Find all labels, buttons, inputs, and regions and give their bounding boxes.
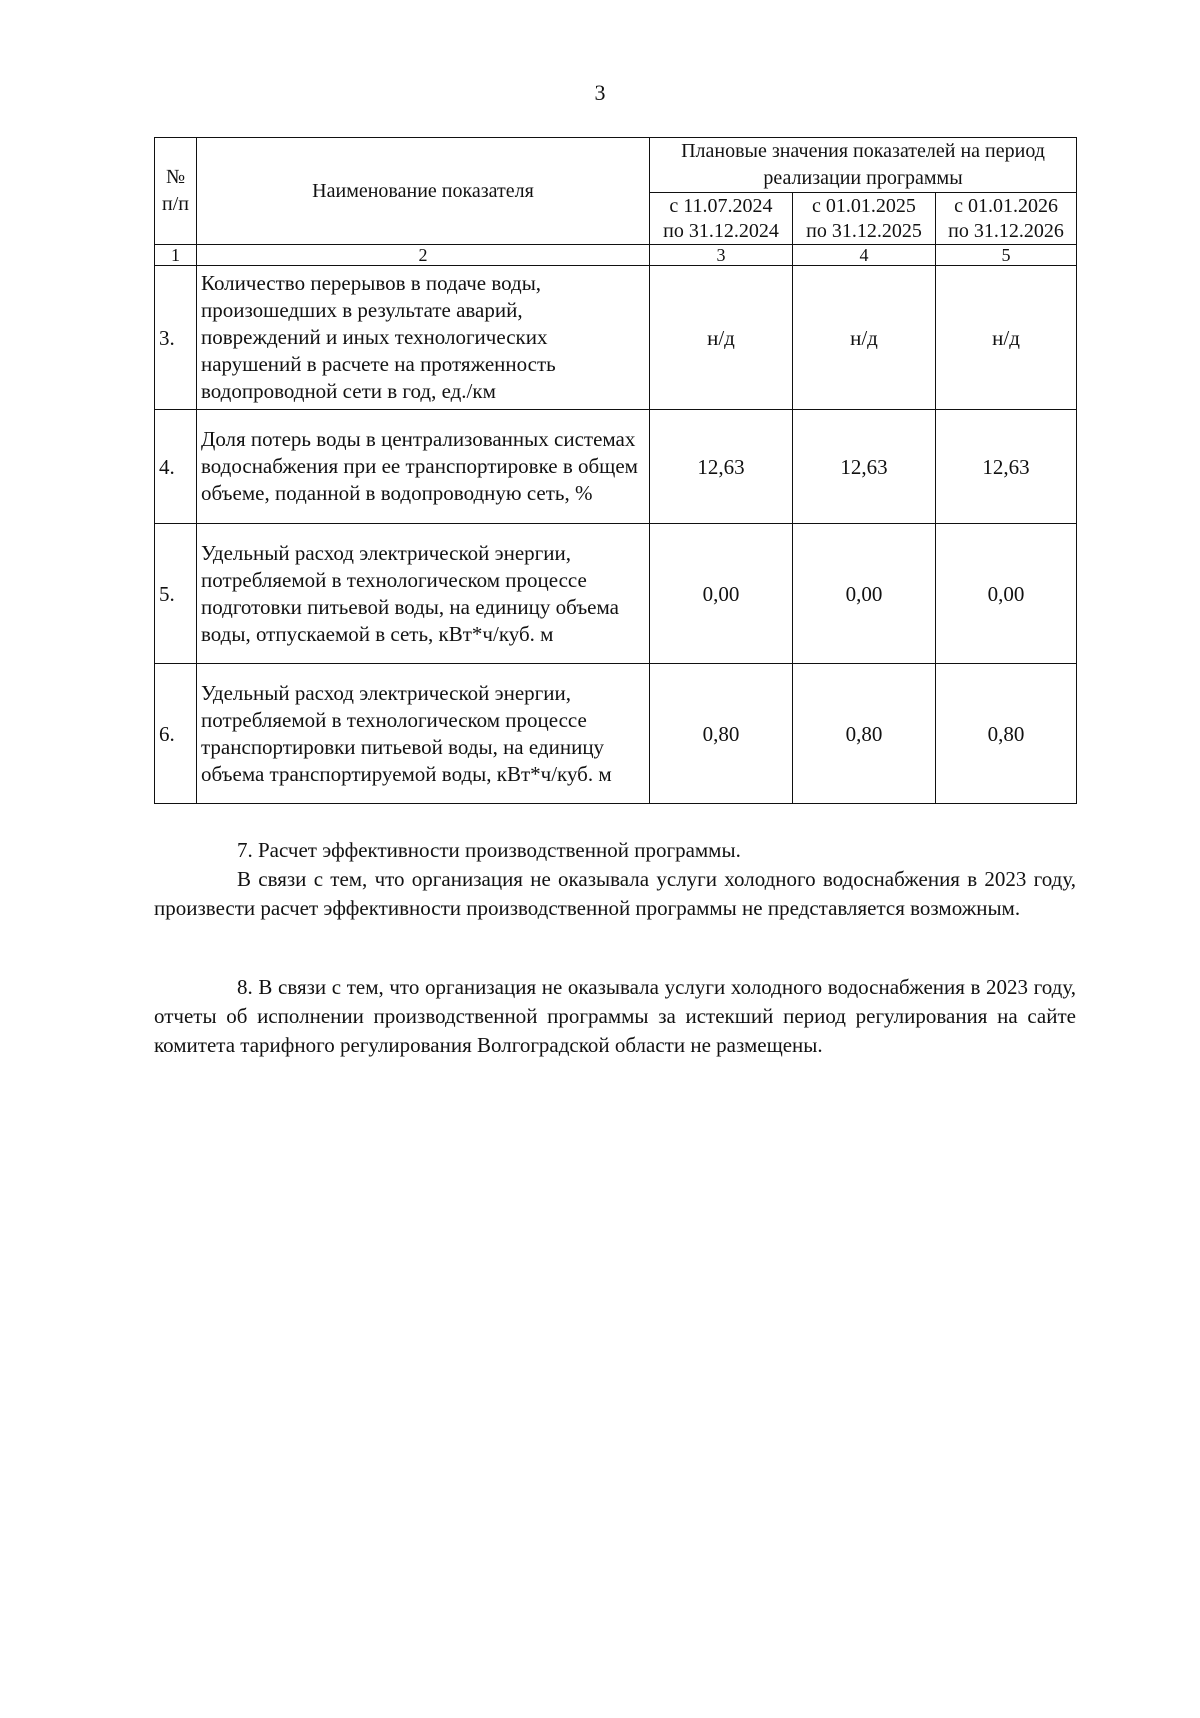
column-index: 5 [936,245,1077,266]
section-7-heading: 7. Расчет эффективности производственной программы. [237,838,741,862]
indicator-value: 12,63 [650,410,793,524]
period-2-to: по 31.12.2025 [806,219,922,242]
section-8-text: 8. В связи с тем, что организация не оказывала услуги холодного водоснабжения в 2023 году, отчеты об исполнении производственной программы за истекший период регулирования на сайте комитета тарифного регулирования Волгоградской области не размещены. [154,975,1076,1057]
indicator-value: н/д [793,266,936,410]
header-name: Наименование показателя [197,138,650,245]
header-period-3 [936,193,1077,245]
period-1-from: с 11.07.2024 [669,194,773,217]
indicator-value: 0,80 [793,664,936,804]
page-number: 3 [594,80,606,105]
column-index: 4 [793,245,936,266]
period-3-to: по 31.12.2026 [948,219,1064,242]
row-number: 4. [155,410,197,524]
indicator-value: 0,80 [650,664,793,804]
column-index: 1 [155,245,197,266]
indicator-value: 0,00 [936,524,1077,664]
indicator-name: Удельный расход электрической энергии, потребляемой в технологическом процессе подготовки питьевой воды, на единицу объема воды, отпускаемой в сеть, кВт*ч/куб. м [197,524,650,664]
table-row [155,410,1077,524]
section-7-text: В связи с тем, что организация не оказывала услуги холодного водоснабжения в 2023 году, произвести расчет эффективности производственной программы не представляется возможным. [154,867,1076,920]
table-row [155,266,1077,410]
indicator-name: Доля потерь воды в централизованных системах водоснабжения при ее транспортировке в общем объеме, поданной в водопроводную сеть, % [197,410,650,524]
period-1-to: по 31.12.2024 [663,219,779,242]
period-3-from: с 01.01.2026 [954,194,1058,217]
column-index-row [155,245,1077,266]
indicator-name: Удельный расход электрической энергии, потребляемой в технологическом процессе транспортировки питьевой воды, на единицу объема транспортируемой воды, кВт*ч/куб. м [197,664,650,804]
header-period-2 [793,193,936,245]
header-plan: Плановые значения показателей на период реализации программы [650,138,1077,193]
indicator-value: 12,63 [936,410,1077,524]
table-row [155,664,1077,804]
row-number: 6. [155,664,197,804]
row-number: 5. [155,524,197,664]
table-row [155,524,1077,664]
row-number: 3. [155,266,197,410]
indicator-value: 0,00 [793,524,936,664]
indicator-name: Количество перерывов в подаче воды, произошедших в результате аварий, повреждений и иных технологических нарушений в расчете на протяженность водопроводной сети в год, ед./км [197,266,650,410]
column-index: 3 [650,245,793,266]
indicator-value: н/д [650,266,793,410]
indicator-value: 0,00 [650,524,793,664]
column-index: 2 [197,245,650,266]
indicators-table [154,137,1077,804]
table-header-row-1 [155,138,1077,193]
indicator-value: 12,63 [793,410,936,524]
period-2-from: с 01.01.2025 [812,194,916,217]
header-period-1 [650,193,793,245]
header-num: № п/п [155,138,197,245]
indicator-value: н/д [936,266,1077,410]
indicator-value: 0,80 [936,664,1077,804]
